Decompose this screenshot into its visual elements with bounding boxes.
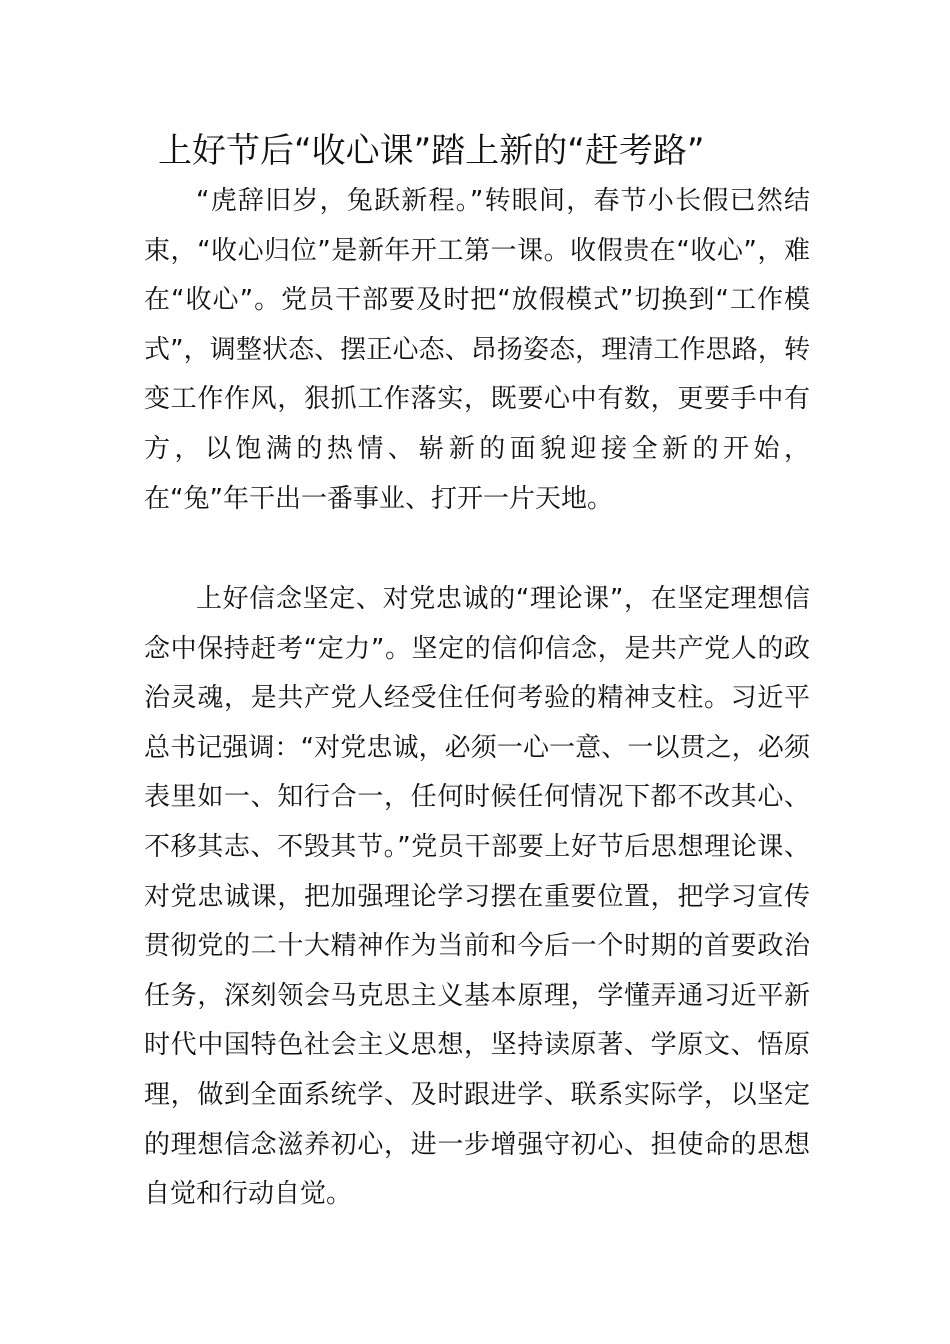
paragraph-intro: “虎辞旧岁，兔跃新程。”转眼间，春节小长假已然结束，“收心归位”是新年开工第一课。收假贵在“收心”，难在“收心”。党员干部要及时把“放假模式”切换到“工作模式”，调整状态、摆正心态、昂扬姿态，理清工作思路，转变工作作风，狠抓工作落实，既要心中有数，更要手中有方，以饱满的热情、崭新的面貌迎接全新的开始，在“兔”年干出一番事业、打开一片天地。 [144, 186, 810, 514]
paragraph-theory-lesson: 上好信念坚定、对党忠诚的“理论课”，在坚定理想信念中保持赶考“定力”。坚定的信仰信念，是共产党人的政治灵魂，是共产党人经受住任何考验的精神支柱。习近平总书记强调：“对党忠诚，必须一心一意、一以贯之，必须表里如一、知行合一，任何时候任何情况下都不改其心、不移其志、不毁其节。”党员干部要上好节后思想理论课、对党忠诚课，把加强理论学习摆在重要位置，把学习宣传贯彻党的二十大精神作为当前和今后一个时期的首要政治任务，深刻领会马克思主义基本原理，学懂弄通习近平新时代中国特色社会主义思想，坚持读原著、学原文、悟原理，做到全面系统学、及时跟进学、联系实际学，以坚定的理想信念滋养初心，进一步增强守初心、担使命的思想自觉和行动自觉。 [144, 584, 810, 1210]
document-title: 上好节后“收心课”踏上新的“赶考路” [158, 131, 705, 171]
